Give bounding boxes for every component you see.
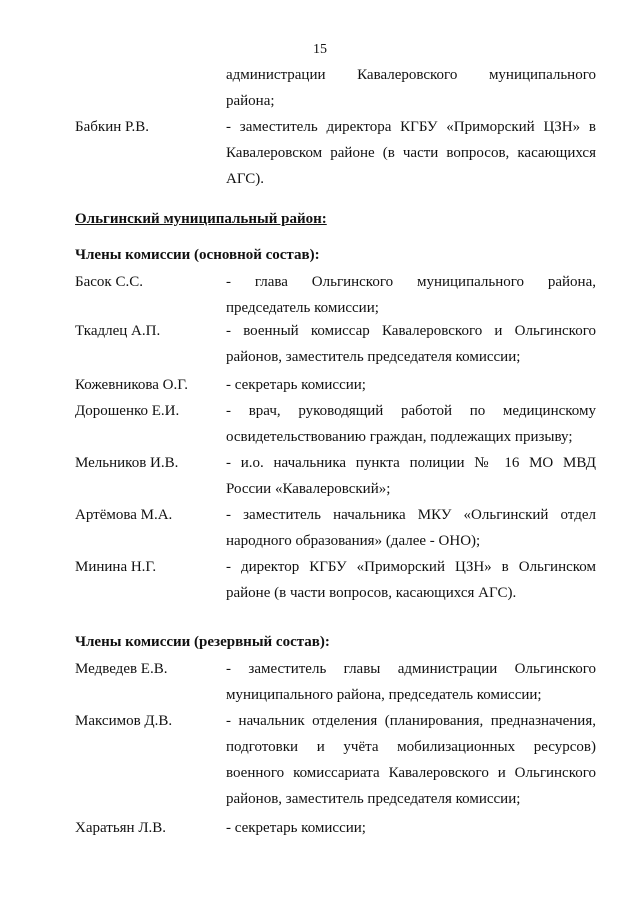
entry-description (226, 815, 596, 841)
description-line: - глава Ольгинского муниципального района, (226, 274, 596, 290)
member-name: Басок С.С. (75, 274, 143, 290)
description-line: администрации Кавалеровского муниципального (226, 67, 596, 83)
member-name: Харатьян Л.В. (75, 820, 167, 836)
entry-description (226, 554, 596, 606)
main-composition-heading: Члены комиссии (основной состав): (75, 247, 320, 263)
description-line: районов, заместитель председателя комиссии; (226, 349, 521, 365)
description-line: - и.о. начальника пункта полиции № 16 МО МВД (226, 455, 596, 471)
entry-description (226, 318, 596, 370)
entry-description (226, 502, 596, 554)
entry-description (226, 372, 596, 398)
district-title: Ольгинский муниципальный район: (75, 211, 327, 227)
description-line: АГС). (226, 171, 265, 187)
member-name: Кожевникова О.Г. (75, 377, 188, 393)
member-name: Артёмова М.А. (75, 507, 173, 523)
entry-description (226, 398, 596, 450)
description-line: - директор КГБУ «Приморский ЦЗН» в Ольгинском (226, 559, 596, 575)
member-name: Дорошенко Е.И. (75, 403, 180, 419)
member-name: Бабкин Р.В. (75, 119, 149, 135)
description-line: - начальник отделения (планирования, предназначения, (226, 713, 596, 729)
description-line: муниципального района, председатель комиссии; (226, 687, 542, 703)
description-line: военного комиссариата Кавалеровского и Ольгинского (226, 765, 596, 781)
member-name: Ткадлец А.П. (75, 323, 161, 339)
description-line: освидетельствованию граждан, подлежащих призыву; (226, 429, 573, 445)
member-name: Мельников И.В. (75, 455, 179, 471)
entry-description (226, 62, 596, 114)
description-line: - заместитель начальника МКУ «Ольгинский отдел (226, 507, 596, 523)
description-line: подготовки и учёта мобилизационных ресурсов) (226, 739, 596, 755)
entry-description (226, 269, 596, 321)
member-name: Максимов Д.В. (75, 713, 173, 729)
entry-description (226, 708, 596, 812)
description-line: - военный комиссар Кавалеровского и Ольгинского (226, 323, 596, 339)
page-number: 15 (313, 42, 327, 57)
description-line: - секретарь комиссии; (226, 820, 366, 836)
description-line: районов, заместитель председателя комиссии; (226, 791, 521, 807)
description-line: - секретарь комиссии; (226, 377, 366, 393)
description-line: народного образования» (далее - ОНО); (226, 533, 481, 549)
reserve-composition-heading: Члены комиссии (резервный состав): (75, 634, 330, 650)
entry-description (226, 450, 596, 502)
entry-description (226, 656, 596, 708)
description-line: - врач, руководящий работой по медицинскому (226, 403, 596, 419)
member-name: Медведев Е.В. (75, 661, 168, 677)
description-line: - заместитель директора КГБУ «Приморский ЦЗН» в (226, 119, 596, 135)
description-line: России «Кавалеровский»; (226, 481, 391, 497)
description-line: - заместитель главы администрации Ольгинского (226, 661, 596, 677)
description-line: председатель комиссии; (226, 300, 379, 316)
member-name: Минина Н.Г. (75, 559, 157, 575)
description-line: района; (226, 93, 275, 109)
description-line: Кавалеровском районе (в части вопросов, касающихся (226, 145, 596, 161)
entry-description (226, 114, 596, 192)
description-line: районе (в части вопросов, касающихся АГС). (226, 585, 517, 601)
